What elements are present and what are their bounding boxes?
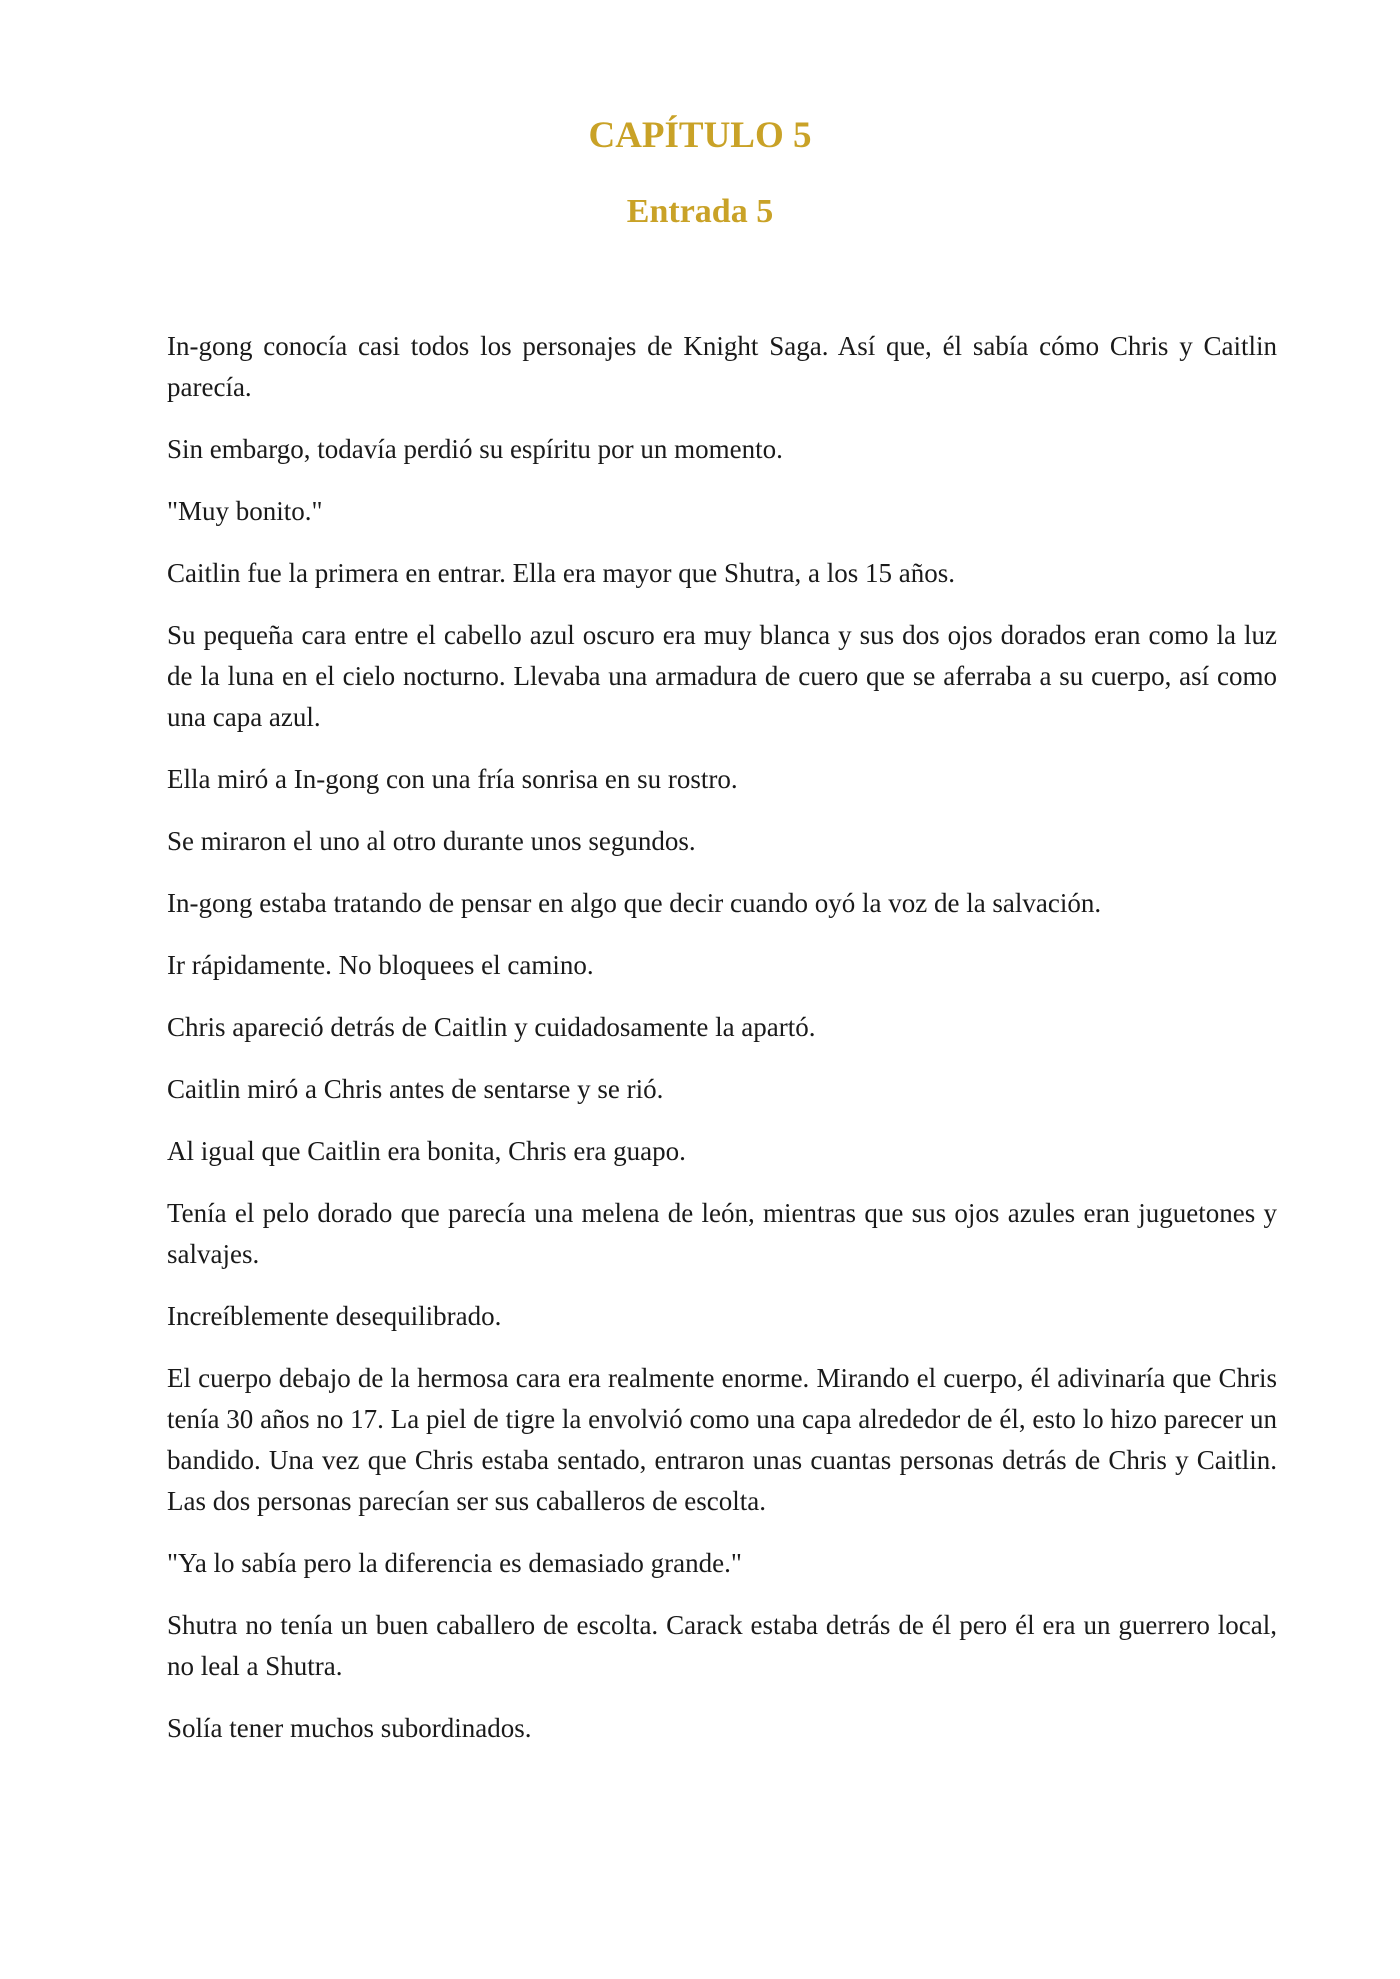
paragraph: Increíblemente desequilibrado. xyxy=(167,1301,502,1331)
paragraph: "Ya lo sabía pero la diferencia es demasiado grande." xyxy=(167,1548,742,1578)
paragraph: In-gong estaba tratando de pensar en algo que decir cuando oyó la voz de la salvación. xyxy=(167,888,1102,918)
paragraph: Caitlin fue la primera en entrar. Ella era mayor que Shutra, a los 15 años. xyxy=(167,558,955,588)
entry-subtitle: Entrada 5 xyxy=(626,193,774,230)
paragraph: Ir rápidamente. No bloquees el camino. xyxy=(167,950,594,980)
paragraph: Tenía el pelo dorado que parecía una melena de león, mientras que sus ojos azules eran juguetones y salvajes. xyxy=(167,1198,1277,1269)
paragraph: Sin embargo, todavía perdió su espíritu por un momento. xyxy=(167,434,783,464)
paragraph: Su pequeña cara entre el cabello azul oscuro era muy blanca y sus dos ojos dorados eran como la luz de la luna en el cielo nocturno. Llevaba una armadura de cuero que se aferraba a su cuerpo, así como una capa azul. xyxy=(167,620,1277,732)
body-text xyxy=(167,326,1277,1770)
paragraph: Shutra no tenía un buen caballero de escolta. Carack estaba detrás de él pero él era un guerrero local, no leal a Shutra. xyxy=(167,1610,1277,1681)
paragraph: Se miraron el uno al otro durante unos segundos. xyxy=(167,826,696,856)
paragraph: Chris apareció detrás de Caitlin y cuidadosamente la apartó. xyxy=(167,1012,816,1042)
paragraph: Solía tener muchos subordinados. xyxy=(167,1713,532,1743)
paragraph: Al igual que Caitlin era bonita, Chris era guapo. xyxy=(167,1136,686,1166)
chapter-title: CAPÍTULO 5 xyxy=(588,115,812,156)
paragraph: El cuerpo debajo de la hermosa cara era realmente enorme. Mirando el cuerpo, él adivinaría que Chris tenía 30 años no 17. La piel de tigre la envolvió como una capa alrededor de él, esto lo hizo parecer un bandido. Una vez que Chris estaba sentado, entraron unas cuantas personas detrás de Chris y Caitlin. Las dos personas parecían ser sus caballeros de escolta. xyxy=(167,1363,1277,1516)
paragraph: "Muy bonito." xyxy=(167,496,323,526)
paragraph: Caitlin miró a Chris antes de sentarse y se rió. xyxy=(167,1074,664,1104)
paragraph: In-gong conocía casi todos los personajes de Knight Saga. Así que, él sabía cómo Chris y Caitlin parecía. xyxy=(167,331,1277,402)
paragraph: Ella miró a In-gong con una fría sonrisa en su rostro. xyxy=(167,764,738,794)
